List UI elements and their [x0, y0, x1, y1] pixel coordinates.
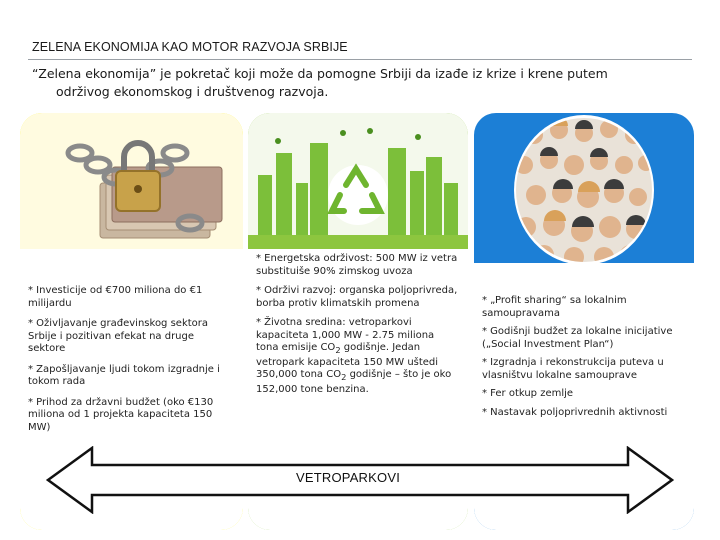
bullet-item: * Zapošljavanje ljudi tokom izgradnje i tokom rada: [28, 363, 220, 387]
subtitle-line-2: održivog ekonomskog i društvenog razvoja.: [56, 84, 329, 99]
bullet-item: * Izgradnja i rekonstrukcija puteva u vlasništvu lokalne samouprave: [482, 357, 664, 381]
column-bullets: [482, 295, 684, 425]
bullet-item: * Fer otkup zemlje: [482, 388, 574, 399]
bullet-item: * Održivi razvoj: organska poljoprivreda, borba protiv klimatskih promena: [256, 285, 458, 309]
bullet-item: * Oživljavanje građevinskog sektora Srbije i pozitivan efekat na druge sektore: [28, 318, 209, 354]
bullet-item: * Prihod za državni budžet (oko €130 miliona od 1 projekta kapaciteta 150 MW): [28, 396, 214, 433]
crowd-of-people-icon: [514, 115, 654, 265]
slide-subtitle: [32, 65, 672, 101]
slide-title: ZELENA EKONOMIJA KAO MOTOR RAZVOJA SRBIJE: [32, 40, 348, 54]
subtitle-line-1: “Zelena ekonomija” je pokretač koji može da pomogne Srbiji da izađe iz krize i krene putem: [32, 66, 608, 81]
bullet-item: * „Profit sharing“ sa lokalnim samoupravama: [482, 295, 627, 319]
arrow-label: VETROPARKOVI: [296, 470, 401, 485]
bullet-item: * Nastavak poljoprivrednih aktivnosti: [482, 406, 668, 418]
column-bullets: [28, 285, 233, 442]
title-divider: [28, 59, 692, 60]
column-bullets: [256, 253, 458, 403]
bullet-item: * Godišnji budžet za lokalne inicijative („Social Investment Plan“): [482, 326, 673, 350]
padlock-chain-money-icon: [20, 113, 243, 263]
bullet-item: * Investicije od €700 miliona do €1 milijardu: [28, 285, 203, 309]
green-city-recycle-icon: [248, 113, 468, 263]
bullet-item: * Životna sredina: vetroparkovi kapaciteta 1,000 MW - 2.75 miliona tona emisije $CO_2$ godišnje. Jedan vetropark kapaciteta 150 MW uštedi 350,000 tona $CO_2$ godišnje – što je oko 152,000 tone benzina.: [256, 317, 452, 395]
bullet-item: * Energetska održivost: 500 MW iz vetra substituiše 90% zimskog uvoza: [256, 253, 458, 277]
